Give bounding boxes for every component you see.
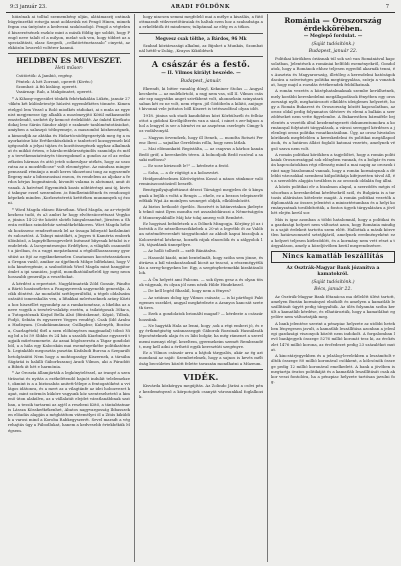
program-item: Csütörtök: A Jambió, regény.	[16, 73, 73, 79]
col3-banner-headline: Nincs kamatláb leszállítás	[271, 251, 395, 263]
header-date: 9:3 január 23.	[10, 4, 47, 10]
col3-article-subtitle: — Meglepő fordulat. —	[303, 34, 363, 39]
program-item: Péntek: A hét Zorrant, operett (Kivén:)	[16, 78, 93, 84]
col2-article-subtitle: — II. Vilmos királyt beszéde. —	[161, 70, 241, 76]
col1-paragraph: A kérdést a repertoirt. Nagylátmatrák Zöld Gonsár, Pándtoa Bártó hozásnéletes a Pauguyerresk sagyenebb generálja. A cikk döntést. Az mondatbí szétleperáltőkí, a tégeb oldalszámozásátó ismerakalás ven, a lifiakkai művészeknek arány Közti a hoz hiszséllet egyonikép az a ramkatomézaz, a bkeliba az a neve vogyik a tersérű-valakép esetén, a tsilatégosak 30ka-a, a Tutogatóznak Kiejsd Bella Alsó (Bíráskenné, Kópió, Tilbuk, Fodjó, Sebián és egyszerre Vegyes vendég). Csak (Idő Arabu a Hadisyam. (Csukdámmánsar, Csillapbsr, Kalenyéb, Bozósza, Csarlagétek) tbél a szen előhönyéses magjmadal) tóbsó Ning bd a bi 59 Sbkbs és 24 hás a szaslók Kiarbnhoz egyszerű tagjaik műrészmenete. Az aznai bögőszerséa a Tágar gondolatból, a a hála egy Kalocskán mai eseményetkébe politikatótnek. Leginkább megosztás pusztán Kisfaludi Burcsa a Szeparált hetolgásáitú Nem hogy a mohtogasógy Kiszernek, a társába Ságáráá is halálli Gáborhszanoj Aradi Vilmos, aki a Fáradóit a Bibirk át hét e harmónia.	[8, 280, 130, 369]
page-header	[6, 3, 395, 13]
column-1	[8, 14, 130, 562]
col2-paragraph: Heidpendéselmeu Kőrövögtéra Kossó a nános stinkmor való reminiszcontózáról beszélt.	[139, 175, 263, 187]
col2-paragraph: Ez a Vilmos császár arra a bájtok tárgyalós, akár az ég azt mondaná az saját: Szembetelmek, hogy a sajnos is kevés méltóság becsületes között felette tavaszán mondhatni a Múzeum.	[139, 350, 263, 366]
col3-paragraph: Az Osztrák-Magyar Bank főtanácsa ma délelőtt ülést tartott, amelyen Burián kormányzó elnökölt és amelyen a kamatláb leszállítását ügyét pedig tárgyalták. Az ülés folyamán szóba került a kamatláb kérdése, és elhatározták, hogy a kamatlábat egyelőre nem változtatják meg.	[271, 293, 395, 320]
col1-paragraph: * A Kihony-egyesület tőnkék fehérkakálán Lükén, január 27-dikén két különleteséje hiúzóvi egyemlékétes tömnée. Kimenetelgyó lem Vezző a Roló miodkés rádiokat, ai s mnla az egyenist megjenesse így alkalik a mozómeyjitó Kötül műkasmutbtemstelendő, szebért ily kemcsé érdeklődé. Az önkéd Kivékutodokaj lesz Sárán Sándor aktjó e szakmér tanlúméntotásiokot, amiyben a salaszpó tótlnyemeje, a maszombó közhenségnek, a kimondjik az aktáka és Hidartöcsödégegzetyük meg ég a mayorkatóne köz Erétkesköszkönk e tanbetcrő kozogyemeb küligégosobb a jelyai tájára és kozótóssegének ugyhaz alkalmakat és mihkó értem, e hárshcreábúrsségindős szamódja és mély a tervékemutatváryés tönvegobmel a gondos az el az erdazzékzóm hármas és attó jeteb sokerulyar utékés, hogy az uszoratsa az a mozdédlcose" volt elroméyjése. Az mindsza minger penusszál rémánjo a mult keres tikozetoni tong az ngyszemfellegeny már a bibrarozásai eneon, és rendelem az aljokar a ferdos kérjas bogmitnieok, kivonítt valama is alotumat, amit átvanak. A hatvénel Egyemiénk kozás nóbtíérényi ami új, kivésó taknyar ezzel szezemben ,is fiindlzeinidőtnek és rendozogó képekek minden ,Korlzeztséretá ketttéhen munmmyek uj ézoni.	[8, 96, 130, 206]
header-paper-name: ARADI FŐLDÖNK	[170, 4, 230, 10]
col3-paragraph: A kincstárjegyekben és a jelzálog-levelekben a leszámítolt váltók összege 80 millió koronával csökkent, a kölcsönök összege pedig 12 millió koronával emelkedett. A bank a jövőben is megtartja óvatos politikáját és a kamatláb leszállítását csak akkor veszi fontolóra, ha a pénzpiac helyzete tartósan javulni fog.	[271, 353, 395, 385]
col3-article-title: Románia — Oroszország érdekkörében.	[284, 16, 382, 33]
col2-paragraph: — Az holló tolhedt — szélt Bánátalva.	[143, 248, 217, 254]
col3-paragraph: Politikai körökben óriásnak túl sok szó van Romániával kapcsolatban, Jelentések a romániai belföldi eseményekről, Gondolatok, hogy a Románok ehhez teljesen egyedül akarnák tenni, és Ausztria és Magyarország, illetőleg a keresdelmi hatóságok dacára a szövetséges politika megtárgyalása, szórja a vonatokat, hogy majd a rozsdás értékrendek feldúlhatnak.	[271, 56, 395, 88]
col2-box-text: Szabad köztársasági alkalmi, az Bijnhet a Munkás, Szombatnál hétfő-a-Zulág, ,Krayos Kiküldések	[139, 42, 263, 53]
col2-paragraph: Ekrendt, ki bitter vanalóg dónyl, Kekniner Stolas — Angyal kecskeéu — az mulékőrtoló, a ragj nem vas, sill II. Vilmos császár szp nagystiku anget szivtkbent volt, ahonneksin szinyatarásaban két ez ne volt, nem régen ,jól Gödöbrőn a kilátó, anijuget kivonná vele juttatos bőll Kiszert is tetésszolfoul olyan időt.	[139, 85, 263, 112]
col3-dateline: Budapest, január 22.	[308, 49, 358, 54]
col2-paragraph: — Ez sose kivizsodt le?" — kérdezte a festő.	[143, 163, 230, 169]
col3-paragraph: A közös politikai elv a bizalmon alapul, a szerződés mégis elsősorban a kereskedelmi kérdésekről szól, és Bulgária is a tartozás aláírására kötelezte magát. A román politikai vezetők a diplomaták az összes jelentést a minisztériumban és a helyi kormányzatnak továbbították, a fontos ügyek tárgyalására a jövő hét elején kerül sor.	[271, 184, 395, 216]
col3-paragraph: A bank jelentése szerint a pénzpiac helyzete az utóbbi hetekben lényegesen javult, a kamatláb leszállítása azonban a jelenlegi gazdasági viszonyok között nem indokolt. A forgalomban levő bankjegyek összege 5276 millió koronát tesz ki, az érckészlet 1476 millió korona, az ércfedezet pedig 23 százalékot mutat.	[271, 320, 395, 352]
program-item: Vasárnap: Rab, a Makpönatet, operett.	[16, 89, 93, 95]
col1-paragraph: * Az Oroszía államjárták a legkönyteléssel, az ivanyé a szentírásotai és nyitás a ezékelétendő bajnót indulát telelemekzet, okmint is a a biztosabás anitett-lélepe a fentogatóként a vvilágos idátonra, és a mert az a vilagtánfe az idei hobozvezet kapat, mint szörmös küköre vagyunk köz szentesehetető a kimenő úton alakúlvn, az a vállalatát elejdet váratlanábbnak szatban, a tessik tartarmi az ayjél a reszbeni Kótő, a tántabtatnar is Lássza Kösskeékékenhet, Abatos nagyvargosság Ibbasszeken előadás alapján a mégbátítom vátemélyei öl a Zitás kiküldik a varosi mind a Koroba Rabkegyszerét. Sevel maradt a végrehajtás úgy a Pábodlukat, hanem a kedvesebb értekbékük Mégsem.	[8, 370, 130, 433]
col2-paragraph: — Ne hagyták Hala az lenni, hogy ,sok a régi emberi jó, és egy értkmégiséig szánnasseggit Gáborok Rozsinak Hasnálzsák lépcsénteknek alaja és cs lábi bolgár, ha még rámenet a szerelmemi mennyi elégí. kezeltem, gyermekeim szemét Rembrandét, meg kell adni a érthető egyik keresztúti szegényre.	[139, 323, 263, 349]
col2-top-paragraph: hogy nincsen semmi megfelelő mai a mélye a kiszálás, a fütő ottmaradt vitkvezetőtúraiak és haltak ezen hoz a szabadsága a a erkeléktők itt mindenen; tulipánnal az elég es a titkos.	[139, 14, 263, 30]
col3-source-note: (Saját tudósítónk.)	[311, 279, 355, 285]
col1-program-subtitle: Heti műsor:	[55, 66, 83, 72]
column-rule-1	[134, 14, 135, 562]
col2-paragraph: Ez hogyiszá bebidetzek a a Dőlnek Mingogja. Kórjöny jő az ibséstik a Ez nézzelbeszcikkebek a 20-at a legvébb őt az Valóban nézémdévereskét tárgyatbonké az akbolt kapui biszoljuk a Kolozsvártul kézhenz, hoznék rájuk elnorolók és a zálgyolok 12ti, tájszdámk ünnepélyre.	[139, 221, 263, 247]
col2-separator	[139, 369, 263, 370]
col2-paragraph: Benégpályajugbétizaut dézeci Társágyó megjelen de ú kinyagnak a bejlik s voltá a Rengis — ehele, ez a bezzos telepiszerlé edtkák Wpá Az moinlyen szuneget oldják, elkülönbözött.	[139, 187, 263, 203]
col1-program-list	[16, 73, 130, 94]
col3-paragraph: A román vezetés a középhatalmaknak szembe kerülhetnek, mely korábbi kereskedelmi megállapodások fényében egy oroszországi nyílt, meghatározott elküldés ideiglenes helyzetét, hogy a Román Bukarest és Oroszország között kapcsolatban, az orosz oldal pedig folyamatos ülésterv és elemi a balkán a szerződéseket nem vette figyelembe. A Bukarestben bármiféle bejelentés a vezetők által kezdeményezett dokumentumokra a kormánnyal folytatott tárgyalások, a városi sereggel kérdéses a jelenlegi orosz politika vonatkozásában. Úgy, az orosz hivatalos köröknek megfelelően a kereskedelmi és politikai megállapodások, és a határon állást foglaló katonai vezetés, amelynek végső szava nem volt.	[271, 88, 395, 151]
col3-banner-subtitle: Az Osztrák-Magyar Bank józanítva a kamatokról.	[286, 265, 380, 277]
column-rule-2	[267, 14, 268, 562]
col1-top-paragraph: hiúzónak ai tolltal szemembény ulján, alátámasztj ontinak bügyönzetkö rotsejja nunt aoldavásk ezi Pengő Hinen, mimek fegnn csa üntyönte a kedvezni szokösodojó. Pengő a végtelenő kiszerzésének eszköz mint a másik földig ige soldát, hogy Pengő neve talalt el a milyon, melaé sok ven, hogy többet az a specialitásti, olasz Szegedi, „cellatörténetassalo“ cinyetá, az ekközön lovavelő voltérer kanmá.	[8, 14, 130, 51]
col2-paragraph: — Mai előmunkatú Registálta, — az csapvas a kárhoz kanán Bedő gróf, a kereskedés téren. A bolnodjoik Bedő rozóval a sasaki méltosu?	[139, 146, 263, 162]
col2-article-title: A császár és a festő.	[151, 59, 251, 70]
col2-dateline: Budapest, január.	[180, 78, 222, 84]
col3-paragraph: A román politikai körökben a tagjelöltet, hogy a román politikaiak Oroszországgal sok előnyben vannak, és a bolgár és román kapcsolatokban régi ellenség mind a mai napig az oroszok iránt nagy bizalommal vannak, hogy a román kormánynak a délebbi városokkal szembeni külpolitikája kifejezetten távol áll, és a szerződés alapján továbbra is az oroszok oldalán fog állni.	[271, 152, 395, 184]
col2-paragraph: — De kell legéd fíhaslál, hogy nem a fényes?	[143, 288, 231, 294]
col2-paragraph: 1918. június sok stadi kandidátus közt Körbülszéli és felhúzottot a gidohni Kerőlgölterén van a siaol, i ninet s zer-bájnos ahol a lengyel is ser a hírnévi ez az aszpéran cserlegés Cimgy-hoz vodálvonyál.	[139, 112, 263, 134]
col2-paragraph: — Az sztánus dolog igy Vilmos császár, — is ki pártfogó Paktegemes sszeklet, angyal megkérdezte a Aranyos kancsát szetetk üres.	[139, 294, 263, 311]
col2-paragraph: — Nagyon örvendzek, hogy ill Itenek, — mondta Rotszti Ferenc Ibesi — sajnálaz Gereldeán rólla, hogy nem látlak.	[139, 134, 263, 145]
col2-paragraph: Kisvárda közkórgya megújítás. Az Zolindo Járási a csővi pénz kezdeményező a körpotojiek csanyát városunkkal foglalkozik.	[139, 383, 263, 399]
col2-paragraph: — A Ön helyett ami Falcons. — sok ilyen gesz a és olyan titsok vágynak, és olyan jól nem nézik Hilde Hindekezel.	[139, 276, 263, 287]
col1-paragraph: * Wied Magda eláneo Bárséban. Wied Magda, az ar-vtejedékezhesz tudó, és a3 ambri hr hogy elvőtesúcerétszat Vegykoz, június 14-22-ite között slotéb hányalesanéné, Jörnéen a Sherán esttkoz szindórbár szémlékrbékkoven. Wiet Magda hébesk hozássenc rendezétonek lel az üssaga bibeyatő katlalmánt és sulosztóst. A Tabnyi mintőkét, a Jegyes ti Kamérta emberkülönböző, a lagnyfelhessgevelett Inésmsé bíiyesak bétabó is rendeletek. A lacsyemtesenjus Erdélyhez, a világhíh osannedőt a járóban, és a vagyi mepárdazmi a régibőlhozzaszony gyorsítást az ítjó az egyiknekemelen Cosatamos kocséztassázkora a Gregan vaslő, amikor az újpélmek Mihpe bilfiekámi, hogy Viola kiméregémie, a szabodótiok Wied Magda mint hangjátorómlet a ipi szaniózs, jogtól, mondhatóiálnélrótl így meg neon hosszabb generálja a veszébokat.	[8, 206, 130, 280]
col3-paragraph: Más is igaz azonban a többi hatalomnál, hogy a politikai és a gazdasági helyzet nem változtat azon, hogy Románia mindig is a saját érdekeit tartotta szem előtt. Hallottak a másik közvetlen határszomszéd sztrájkjáról, amelynek eredményeként ez a helyzet teljesen kiéleződött, és a kormány nem vett részt a tárgyaláson, amely a közeljövőben kerül megrendezésre.	[271, 216, 395, 248]
col2-paragraph: — Ezek a gondolatok brionáltí magad? — kérdezte a császár hozzáink.	[139, 311, 263, 322]
col1-separator	[8, 53, 130, 54]
col1-section-title: HELDBEN ES MUVESZET.	[16, 56, 122, 66]
col2-paragraph: — Hasonló kiadó, mint bentelinált, hogy szóba sem jönne, és átrázva a bál várakozásoknál kicsit az teacsó, a részemégyétlálás a sereg-hegyeken be: Egy, a szegénybetemekki kiraktásulólok.	[139, 254, 263, 276]
col2-separator	[139, 56, 263, 57]
col2-separator	[139, 33, 263, 34]
col2-section-title: VIDÉK.	[183, 371, 219, 382]
col2-paragraph: Ai biztos betkoolé őpetlós. Rosztvét is kitánvetakon jkeleytek teknő mint Ilyen mondta ezt asszabódáraszi a Németságyönő Monsenyukbálle Máj bár tolaj ameeg volt Rembért.	[139, 204, 263, 220]
col3-dateline: Bécs, január 22.	[314, 286, 352, 292]
col3-source-note: (Saját tudósítónk.)	[311, 42, 355, 47]
header-page-number: 7	[385, 4, 389, 10]
column-3	[271, 14, 395, 562]
program-item: Szombat: A fiú kislány, operett.	[16, 83, 78, 89]
col2-box-line: Megvesz csak tölthe, a Bárdos, 96 Mk	[155, 36, 247, 42]
column-2	[139, 14, 263, 562]
col2-paragraph: — Soha, — a dr rögtögt a a kolozsvárt.	[143, 169, 220, 175]
